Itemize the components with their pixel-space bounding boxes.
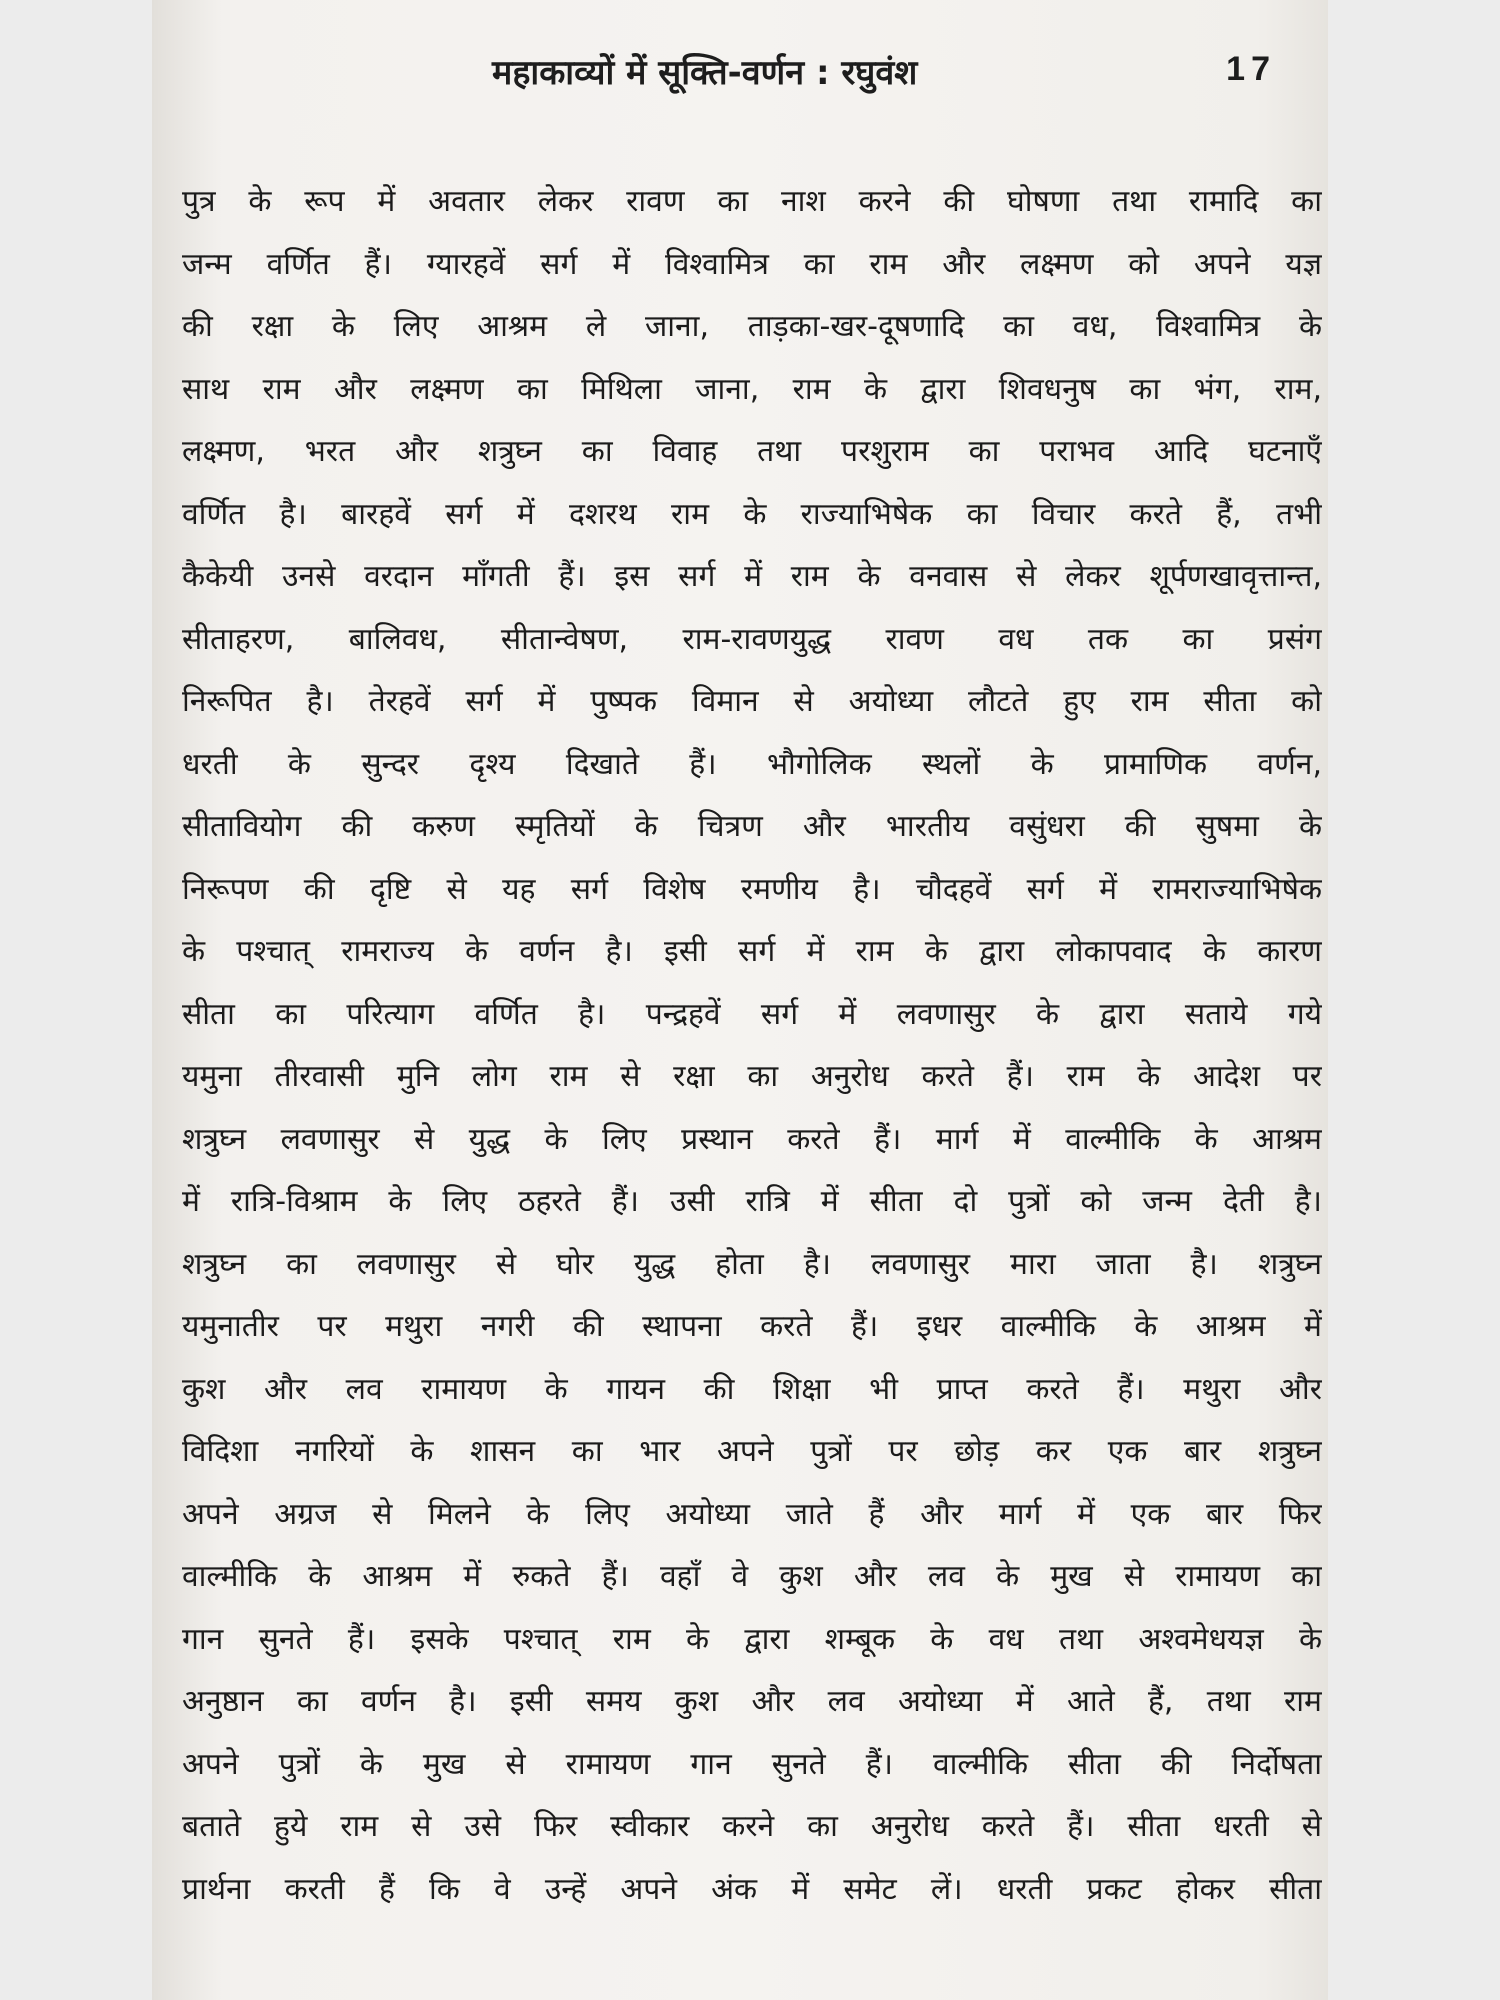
- text-line: वाल्मीकि के आश्रम में रुकते हैं। वहाँ वे कुश और लव के मुख से रामायण का: [182, 1559, 1322, 1594]
- text-line: कैकेयी उनसे वरदान माँगती हैं। इस सर्ग में राम के वनवास से लेकर शूर्पणखावृत्तान्त,: [182, 559, 1322, 594]
- text-line: बताते हुये राम से उसे फिर स्वीकार करने का अनुरोध करते हैं। सीता धरती से: [182, 1809, 1322, 1844]
- text-line: निरूपित है। तेरहवें सर्ग में पुष्पक विमान से अयोध्या लौटते हुए राम सीता को: [182, 684, 1322, 719]
- text-line: निरूपण की दृष्टि से यह सर्ग विशेष रमणीय है। चौदहवें सर्ग में रामराज्याभिषेक: [182, 871, 1322, 907]
- running-title: महाकाव्यों में सूक्ति-वर्णन : रघुवंश: [492, 53, 918, 93]
- text-line: सीताहरण, बालिवध, सीतान्वेषण, राम-रावणयुद्ध रावण वध तक का प्रसंग: [182, 621, 1322, 657]
- text-line: वर्णित है। बारहवें सर्ग में दशरथ राम के राज्याभिषेक का विचार करते हैं, तभी: [182, 496, 1322, 532]
- page-header: [152, 48, 1328, 108]
- text-line: गान सुनते हैं। इसके पश्चात् राम के द्वारा शम्बूक के वध तथा अश्वमेधयज्ञ के: [182, 1621, 1322, 1657]
- body-paragraph: [182, 178, 1322, 1928]
- text-line: विदिशा नगरियों के शासन का भार अपने पुत्रों पर छोड़ कर एक बार शत्रुघ्न: [182, 1434, 1322, 1469]
- text-line: प्रार्थना करती हैं कि वे उन्हें अपने अंक में समेट लें। धरती प्रकट होकर सीता: [182, 1871, 1322, 1907]
- text-line: में रात्रि-विश्राम के लिए ठहरते हैं। उसी रात्रि में सीता दो पुत्रों को जन्म देती है।: [182, 1184, 1322, 1219]
- text-line: सीतावियोग की करुण स्मृतियों के चित्रण और भारतीय वसुंधरा की सुषमा के: [182, 809, 1322, 844]
- page-number: 17: [1226, 50, 1276, 88]
- text-line: यमुनातीर पर मथुरा नगरी की स्थापना करते हैं। इधर वाल्मीकि के आश्रम में: [182, 1309, 1322, 1344]
- text-line: के पश्चात् रामराज्य के वर्णन है। इसी सर्ग में राम के द्वारा लोकापवाद के कारण: [182, 934, 1322, 969]
- right-margin-strip: [1328, 0, 1500, 2000]
- text-line: पुत्र के रूप में अवतार लेकर रावण का नाश करने की घोषणा तथा रामादि का: [182, 184, 1322, 219]
- text-line: सीता का परित्याग वर्णित है। पन्द्रहवें सर्ग में लवणासुर के द्वारा सताये गये: [182, 996, 1322, 1032]
- text-line: अनुष्ठान का वर्णन है। इसी समय कुश और लव अयोध्या में आते हैं, तथा राम: [182, 1684, 1322, 1719]
- text-line: यमुना तीरवासी मुनि लोग राम से रक्षा का अनुरोध करते हैं। राम के आदेश पर: [182, 1059, 1322, 1094]
- text-line: जन्म वर्णित हैं। ग्यारहवें सर्ग में विश्वामित्र का राम और लक्ष्मण को अपने यज्ञ: [182, 246, 1322, 282]
- text-line: साथ राम और लक्ष्मण का मिथिला जाना, राम के द्वारा शिवधनुष का भंग, राम,: [182, 371, 1322, 407]
- text-line: धरती के सुन्दर दृश्य दिखाते हैं। भौगोलिक स्थलों के प्रामाणिक वर्णन,: [182, 746, 1322, 782]
- text-line: लक्ष्मण, भरत और शत्रुघ्न का विवाह तथा परशुराम का पराभव आदि घटनाएँ: [182, 434, 1322, 469]
- left-margin-strip: [0, 0, 152, 2000]
- text-line: कुश और लव रामायण के गायन की शिक्षा भी प्राप्त करते हैं। मथुरा और: [182, 1371, 1322, 1407]
- text-line: अपने अग्रज से मिलने के लिए अयोध्या जाते हैं और मार्ग में एक बार फिर: [182, 1496, 1322, 1532]
- text-line: शत्रुघ्न का लवणासुर से घोर युद्ध होता है। लवणासुर मारा जाता है। शत्रुघ्न: [182, 1246, 1322, 1282]
- text-line: की रक्षा के लिए आश्रम ले जाना, ताड़का-खर-दूषणादि का वध, विश्वामित्र के: [182, 309, 1322, 344]
- text-line: अपने पुत्रों के मुख से रामायण गान सुनते हैं। वाल्मीकि सीता की निर्दोषता: [182, 1746, 1322, 1782]
- text-line: शत्रुघ्न लवणासुर से युद्ध के लिए प्रस्थान करते हैं। मार्ग में वाल्मीकि के आश्रम: [182, 1121, 1322, 1157]
